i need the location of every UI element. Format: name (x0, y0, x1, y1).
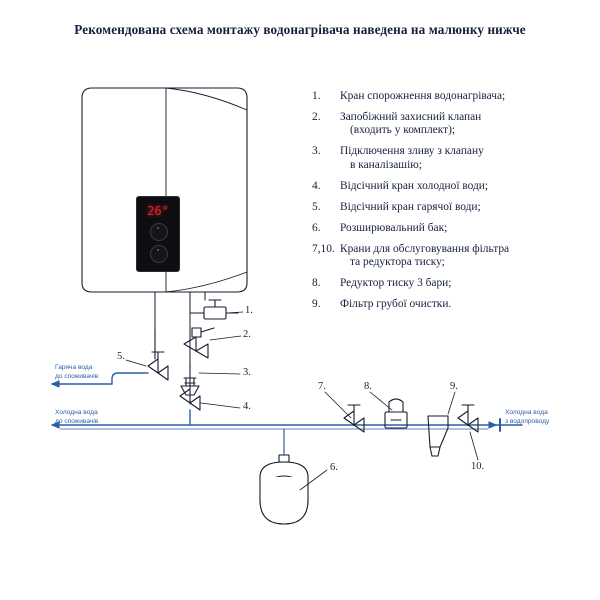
callout-9: 9. (450, 381, 458, 392)
leader-8 (370, 392, 392, 410)
leader-1 (226, 312, 243, 313)
hot-water-outlet-label (55, 364, 98, 382)
legend-number: 1. (312, 90, 321, 102)
hot-shutoff-stem (152, 352, 164, 359)
hot-water-outlet-label-line1: Гаряча вода (55, 364, 93, 371)
cold-water-supply-label-line1: Холодна вода (505, 409, 548, 416)
heater-control-panel[interactable] (136, 196, 180, 272)
legend-number: 7,10. (312, 242, 335, 255)
cold-water-supply-label (505, 409, 549, 427)
drain-valve-body (204, 307, 226, 319)
legend-number: 3. (312, 145, 321, 158)
legend-text: Відсічний кран гарячої води; (340, 200, 481, 213)
expansion-tank-cylinder (260, 477, 308, 523)
legend-number: 2. (312, 110, 321, 123)
coarse-filter-bowl (430, 447, 440, 456)
leader-7 (325, 392, 351, 418)
control-knob-upper[interactable] (150, 223, 168, 241)
legend-number: 5. (312, 200, 321, 213)
legend-text-main: Підключення зливу з клапану (340, 145, 484, 158)
legend-text-sub: в каналізашію; (350, 158, 422, 171)
callout-3: 3. (243, 367, 251, 378)
cold-in-arrow (489, 422, 496, 428)
cold-water-outlet-label-line2: до споживачів (55, 417, 99, 425)
leader-5 (126, 360, 146, 366)
legend-text-main: Запобіжний захисний клапан (340, 110, 482, 123)
safety-valve-body-2 (196, 344, 208, 358)
temperature-display: 26° (147, 204, 169, 218)
callout-2: 2. (243, 329, 251, 340)
legend-text: Кран спорожнення водонагрівача; (340, 90, 506, 102)
legend-text: Розширювальний бак; (340, 221, 448, 234)
hot-water-outlet-label-line2: до споживачів (55, 372, 99, 380)
callout-6: 6. (330, 462, 338, 473)
service-valve-7-stem (348, 405, 360, 411)
safety-valve-cap (192, 328, 201, 337)
leader-9 (448, 392, 455, 414)
legend-text: Редуктор тиску 3 бари; (340, 277, 452, 290)
callout-1: 1. (245, 305, 253, 316)
hot-water-arrow (52, 381, 59, 387)
callout-5: 5. (117, 351, 125, 362)
legend-text-sub: та редуктора тиску; (350, 256, 445, 269)
callout-8: 8. (364, 381, 372, 392)
callout-10: 10. (471, 461, 485, 472)
legend-number: 8. (312, 277, 321, 290)
legend-number: 9. (312, 297, 321, 310)
coarse-filter-body (428, 416, 448, 447)
legend-number: 6. (312, 221, 321, 234)
knob-indicator-dot (157, 249, 159, 251)
leader-10 (470, 432, 478, 460)
legend-text-main: Крани для обслуговування фільтра (340, 242, 510, 255)
cold-water-outlet-label (55, 409, 98, 427)
pressure-reducer-dome (389, 399, 403, 412)
cold-water-supply-label-line2: з водопроводу (505, 417, 550, 425)
cold-water-outlet-label-line1: Холодна вода (55, 409, 98, 416)
callout-7: 7. (318, 381, 326, 392)
page-title: Рекомендована схема монтажу водонагрівача наведена на малюнку нижче (74, 22, 526, 37)
expansion-tank-neck (279, 455, 289, 462)
legend-number: 4. (312, 179, 321, 192)
knob-indicator-dot (157, 227, 159, 229)
control-knob-lower[interactable] (150, 245, 168, 263)
leader-3 (199, 373, 240, 374)
cold-shutoff-valve (180, 389, 200, 410)
legend-text-sub: (входить у комплект); (350, 124, 456, 137)
safety-valve-lever (201, 328, 214, 332)
leader-4 (201, 403, 240, 408)
legend-text: Фільтр грубої очистки. (340, 297, 452, 310)
service-valve-10-stem (462, 405, 474, 411)
hot-shutoff-valve (148, 359, 168, 380)
drain-valve-handle (209, 300, 221, 307)
callout-4: 4. (243, 401, 251, 412)
water-heater-top-curve (166, 88, 247, 110)
hot-water-outlet-line (112, 373, 148, 384)
water-heater-bottom-curve (166, 272, 247, 292)
leader-2 (210, 336, 241, 340)
legend-text: Відсічний кран холодної води; (340, 179, 489, 192)
